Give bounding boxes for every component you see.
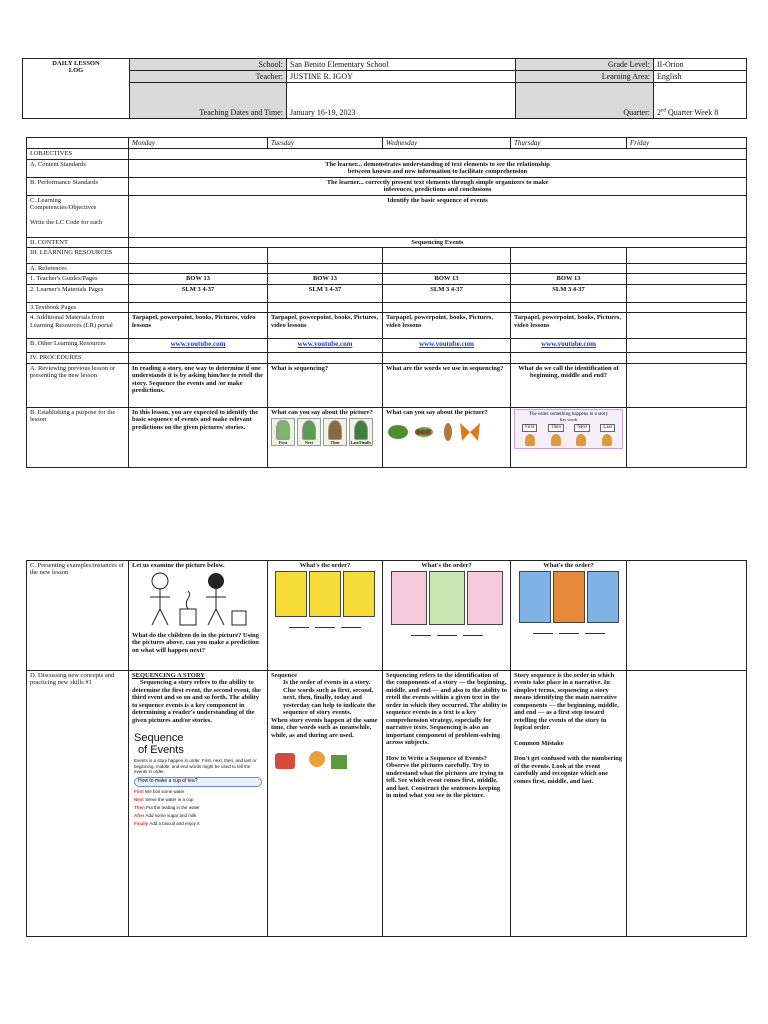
additional-mon: Tarpapel, powerpoint, books, Pictures, video lessons	[129, 313, 268, 339]
children-watering-plants-image	[132, 569, 252, 629]
reviewing-label: A. Reviewing previous lesson or presenting the new lesson	[27, 363, 129, 407]
order-images-thu	[514, 571, 623, 623]
day-tuesday: Tuesday	[268, 138, 383, 149]
youtube-link-tue[interactable]: www.youtube.com	[297, 340, 353, 349]
sequence-words-card: The order something happens in a story Key words First Then Next Last	[514, 409, 623, 449]
tg-mon: BOW 13	[129, 274, 268, 284]
lesson-table-top	[26, 137, 747, 468]
discussing-wed: Sequencing refers to the identification of the components of a story — the beginning, middle, and end — and also to the ability to retell the events within a given text in the order in which they occurred. The ability to sequence events in a text is a key comprehension strategy, especially for narrative texts. Sequencing is also an important component of problem-solving across subjects. How to Write a Sequence of Events? Observe the pictures carefully. Try to understand what the pictures are trying to tell. See which event comes first, middle, and last. Construct the sentences keeping in mind what you see in the picture.	[383, 671, 511, 937]
card-first: First	[271, 418, 295, 446]
reviewing-tue: What is sequencing?	[268, 363, 383, 407]
procedures-label: IV. PROCEDURES	[27, 353, 129, 363]
grade-label: Grade Level:	[516, 59, 654, 71]
sequence-picture-cards	[271, 418, 379, 446]
youtube-link-thu[interactable]: www.youtube.com	[541, 340, 596, 349]
lm-thu: SLM 3 4-37	[511, 284, 627, 302]
discussing-label: D. Discussing new concepts and practicing new skills #1	[27, 671, 129, 937]
word-last: Last	[600, 424, 615, 432]
content-text: Sequencing Events	[129, 237, 747, 247]
additional-thu: Tarpapel, powerpoint, books, Pictures, video lessons	[511, 313, 627, 339]
discussing-thu: Story sequence is the order in which events take place in a narrative. In simplest terms, sequencing a story means identifying the main narrative components — the beginning, middle, and end — as a first step toward retelling the events of the story in logical order. Common Mistake Don't get confused with the numbering of the events. Look at the event carefully and recognize which one comes first, middle, and last.	[511, 671, 627, 937]
corner-cell	[27, 138, 129, 149]
word-then: Then	[548, 424, 564, 432]
competencies-label: C. Learning Competencies/Objectives Write the LC Code for each	[27, 195, 129, 237]
textbook-label: 3.Textbook Pages	[27, 302, 129, 312]
discussing-mon: SEQUENCING A STORY Sequencing a story refers to the ability to determine the first event, the second event, the third event and so on and so forth. The ability to sequence events is a key component in determining a reader's understanding of the given pictures and/or stories. Sequence of Events Events is a story happen in order. First, next, then, and last or beginning, middle, and end words might be used to tell the events in order. How to make a cup of tea? First We boil some water Next Serve the water in a cup Then Put the teabag in the water After Add some sugar and milk Finally Add a biscuit and enjoy it	[129, 671, 268, 937]
resources-label: III. LEARNING RESOURCES	[27, 247, 129, 263]
presenting-label: C. Presenting examples/instances of the new lesson	[27, 561, 129, 671]
day-monday: Monday	[129, 138, 268, 149]
day-friday: Friday	[627, 138, 747, 149]
references-label: A. References	[27, 263, 129, 273]
word-first: First	[522, 424, 537, 432]
content-standards-text: The learner... demonstrates understanding of text elements to see the relationship between known and new information to facilitate comprehension	[129, 159, 747, 177]
day-wednesday: Wednesday	[383, 138, 511, 149]
establishing-wed: What can you say about the picture?	[383, 407, 511, 467]
card-then: Then	[323, 418, 347, 446]
dates-label: Teaching Dates and Time:	[130, 83, 287, 119]
tg-thu: BOW 13	[511, 274, 627, 284]
additional-tue: Tarpapel, powerpoint, books, Pictures, video lessons	[268, 313, 383, 339]
teacher-label: Teacher:	[130, 71, 287, 83]
sequence-poster: Sequence of Events Events is a story happen in order. First, next, then, and last or beginning, middle, and end words might be used to tell the events in order. How to make a cup of tea? First We boil some water Next Serve the water in a cup Then Put the teabag in the water After Add some sugar and milk Finally Add a biscuit and enjoy it	[132, 730, 264, 828]
tg-wed: BOW 13	[383, 274, 511, 284]
establishing-thu	[511, 407, 627, 467]
performance-standards-text: The learner... correctly present text elements through simple organizers to make inferences, predictions and conclusions	[129, 177, 747, 195]
poster-step-3: Then Put the teabag in the water	[134, 805, 200, 811]
reviewing-mon: In reading a story, one way to determine if one understands it is by asking him/her to retell the story. Sequence the events and /or make predictions.	[129, 363, 268, 407]
discussing-tue: Sequence Is the order of events in a story. Clue words such as first, second, next, then, finally, today and yesterday can help to indicate the sequence of story events. When story events happen at the same time, clue words such as meanwhile, while, as and during are used.	[268, 671, 383, 937]
presenting-tue: What's the order?	[268, 561, 383, 671]
lm-wed: SLM 3 4-37	[383, 284, 511, 302]
presenting-mon: Let us examine the picture below. What do the children do in the picture? Using the pictures above, can you make a prediction on what will happen next?	[129, 561, 268, 671]
additional-wed: Tarpapel, powerpoint, books, Pictures, video lessons	[383, 313, 511, 339]
school-value: San Benito Elementary School	[287, 59, 516, 71]
other-resources-label: B. Other Learning Resources	[27, 339, 129, 353]
area-label: Learning Area:	[516, 71, 654, 83]
day-thursday: Thursday	[511, 138, 627, 149]
card-next: Next	[297, 418, 321, 446]
competencies-text: Identify the basic sequence of events	[129, 195, 747, 237]
log-title: DAILY LESSON LOG	[23, 59, 130, 119]
establishing-mon: In this lesson, you are expected to identify the basic sequence of events and make relevant predictions on the given pictures/ stories.	[129, 407, 268, 467]
lm-label: 2. Learner's Materials Pages	[27, 284, 129, 302]
lm-mon: SLM 3 4-37	[129, 284, 268, 302]
order-images-tue	[271, 571, 379, 617]
tg-tue: BOW 13	[268, 274, 383, 284]
poster-step-2: Next Serve the water in a cup	[134, 796, 194, 802]
teacher-value: JUSTINE R. IGOY	[287, 71, 516, 83]
area-value: English	[654, 71, 747, 83]
establishing-tue: What can you say about the picture? First Next Then Last/Finally	[268, 407, 383, 467]
establishing-label: B. Establishing a purpose for the lesson	[27, 407, 129, 467]
content-standards-label: A. Content Standards	[27, 159, 129, 177]
content-label: II. CONTENT	[27, 237, 129, 247]
youtube-link-mon[interactable]: www.youtube.com	[170, 340, 226, 349]
tea-steps-image	[271, 745, 351, 775]
presenting-thu: What's the order?	[511, 561, 627, 671]
word-next: Next	[574, 424, 590, 432]
youtube-link-wed[interactable]: www.youtube.com	[419, 340, 474, 349]
header-table	[22, 58, 747, 119]
performance-standards-label: B. Performance Standards	[27, 177, 129, 195]
objectives-label: I.OBJECTIVES	[27, 149, 129, 159]
quarter-label: Quarter:	[516, 83, 654, 119]
tg-label: 1. Teacher's Guides/Pages	[27, 274, 129, 284]
reviewing-thu: What do we call the identification of beginning, middle and end?	[511, 363, 627, 407]
poster-step-5: Finally Add a biscuit and enjoy it	[134, 821, 200, 827]
grade-value: II-Orion	[654, 59, 747, 71]
additional-label: 4. Additional Materials from Learning Resources (LR) portal	[27, 313, 129, 339]
poster-step-1: First We boil some water	[134, 788, 185, 794]
butterfly-life-cycle-image	[386, 419, 486, 445]
poster-step-4: After Add some sugar and milk	[134, 813, 197, 819]
school-label: School:	[130, 59, 287, 71]
order-images-wed	[386, 571, 507, 625]
quarter-value: 2nd Quarter Week 8	[654, 83, 747, 119]
reviewing-wed: What are the words we use in sequencing?	[383, 363, 511, 407]
presenting-wed: What's the order?	[383, 561, 511, 671]
dates-value: January 16-19, 2023	[287, 83, 516, 119]
lm-tue: SLM 3 4-37	[268, 284, 383, 302]
card-last: Last/Finally	[349, 418, 373, 446]
lesson-table-bottom	[26, 560, 747, 937]
